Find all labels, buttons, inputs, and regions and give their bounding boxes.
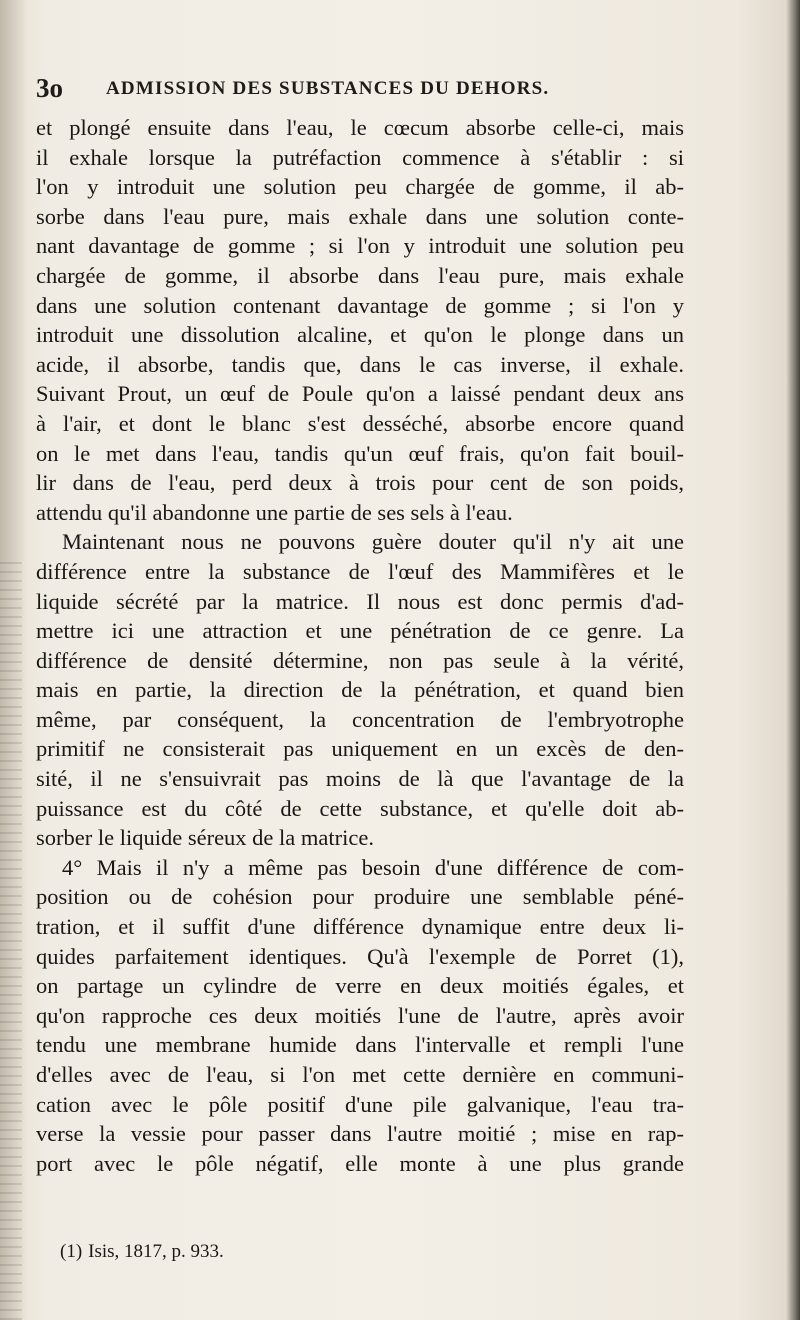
text-line: tendu une membrane humide dans l'intervalle et rempli l'une xyxy=(36,1032,684,1058)
text-line: chargée de gomme, il absorbe dans l'eau pure, mais exhale xyxy=(36,262,684,288)
running-head: ADMISSION DES SUBSTANCES DU DEHORS. xyxy=(106,78,550,99)
text-line: nant davantage de gomme ; si l'on y introduit une solution peu xyxy=(36,233,684,259)
text-line: sorber le liquide séreux de la matrice. xyxy=(36,825,374,851)
text-line: sorbe dans l'eau pure, mais exhale dans une solution conte- xyxy=(36,203,684,229)
text-line: puissance est du côté de cette substance, et qu'elle doit ab- xyxy=(36,795,684,821)
text-line: acide, il absorbe, tandis que, dans le cas inverse, il exhale. xyxy=(36,351,684,377)
text-line: primitif ne consisterait pas uniquement en un excès de den- xyxy=(36,736,684,762)
text-line: mettre ici une attraction et une pénétration de ce genre. La xyxy=(36,618,684,644)
text-line: 4° Mais il n'y a même pas besoin d'une différence de com- xyxy=(62,854,684,880)
text-line: tration, et il suffit d'une différence dynamique entre deux li- xyxy=(36,914,684,940)
text-line: introduit une dissolution alcaline, et qu'on le plonge dans un xyxy=(36,322,684,348)
text-line: différence entre la substance de l'œuf des Mammifères et le xyxy=(36,558,684,584)
text-line: mais en partie, la direction de la pénétration, et quand bien xyxy=(36,677,684,703)
text-line: verse la vessie pour passer dans l'autre moitié ; mise en rap- xyxy=(36,1121,684,1147)
text-line: quides parfaitement identiques. Qu'à l'exemple de Porret (1), xyxy=(36,943,684,969)
text-line: même, par conséquent, la concentration de l'embryotrophe xyxy=(36,706,684,732)
text-line: il exhale lorsque la putréfaction commence à s'établir : si xyxy=(36,144,684,170)
text-line: liquide sécrété par la matrice. Il nous est donc permis d'ad- xyxy=(36,588,684,614)
text-line: port avec le pôle négatif, elle monte à une plus grande xyxy=(36,1150,684,1176)
text-line: Maintenant nous ne pouvons guère douter qu'il n'y ait une xyxy=(62,529,684,555)
page-edge-shadow xyxy=(786,0,800,1320)
text-line: dans une solution contenant davantage de gomme ; si l'on y xyxy=(36,292,684,318)
footnote-marker: (1) xyxy=(60,1241,83,1262)
text-line: à l'air, et dont le blanc s'est desséché, absorbe encore quand xyxy=(36,410,684,436)
text-line: on le met dans l'eau, tandis qu'un œuf frais, qu'on fait bouil- xyxy=(36,440,684,466)
text-line: et plongé ensuite dans l'eau, le cœcum absorbe celle-ci, mais xyxy=(36,115,684,140)
body-text xyxy=(36,113,684,1178)
page-header xyxy=(36,72,766,104)
text-line: cation avec le pôle positif d'une pile galvanique, l'eau tra- xyxy=(36,1091,684,1117)
text-line: différence de densité détermine, non pas seule à la vérité, xyxy=(36,647,684,673)
footnote xyxy=(60,1240,224,1264)
text-line: lir dans de l'eau, perd deux à trois pour cent de son poids, xyxy=(36,470,684,496)
text-line: qu'on rapproche ces deux moitiés l'une de l'autre, après avoir xyxy=(36,1002,684,1028)
text-line: attendu qu'il abandonne une partie de ses sels à l'eau. xyxy=(36,499,513,525)
text-line: on partage un cylindre de verre en deux moitiés égales, et xyxy=(36,973,684,999)
text-line: d'elles avec de l'eau, si l'on met cette dernière en communi- xyxy=(36,1062,684,1087)
page-number: 3o xyxy=(36,73,63,103)
text-line: l'on y introduit une solution peu chargée de gomme, il ab- xyxy=(36,174,684,200)
gutter-stitching xyxy=(0,560,22,1320)
text-line: sité, il ne s'ensuivrait pas moins de là que l'avantage de la xyxy=(36,766,684,792)
text-line: position ou de cohésion pour produire une semblable péné- xyxy=(36,884,684,910)
footnote-text: Isis, 1817, p. 933. xyxy=(88,1241,224,1262)
text-line: Suivant Prout, un œuf de Poule qu'on a laissé pendant deux ans xyxy=(36,381,684,407)
